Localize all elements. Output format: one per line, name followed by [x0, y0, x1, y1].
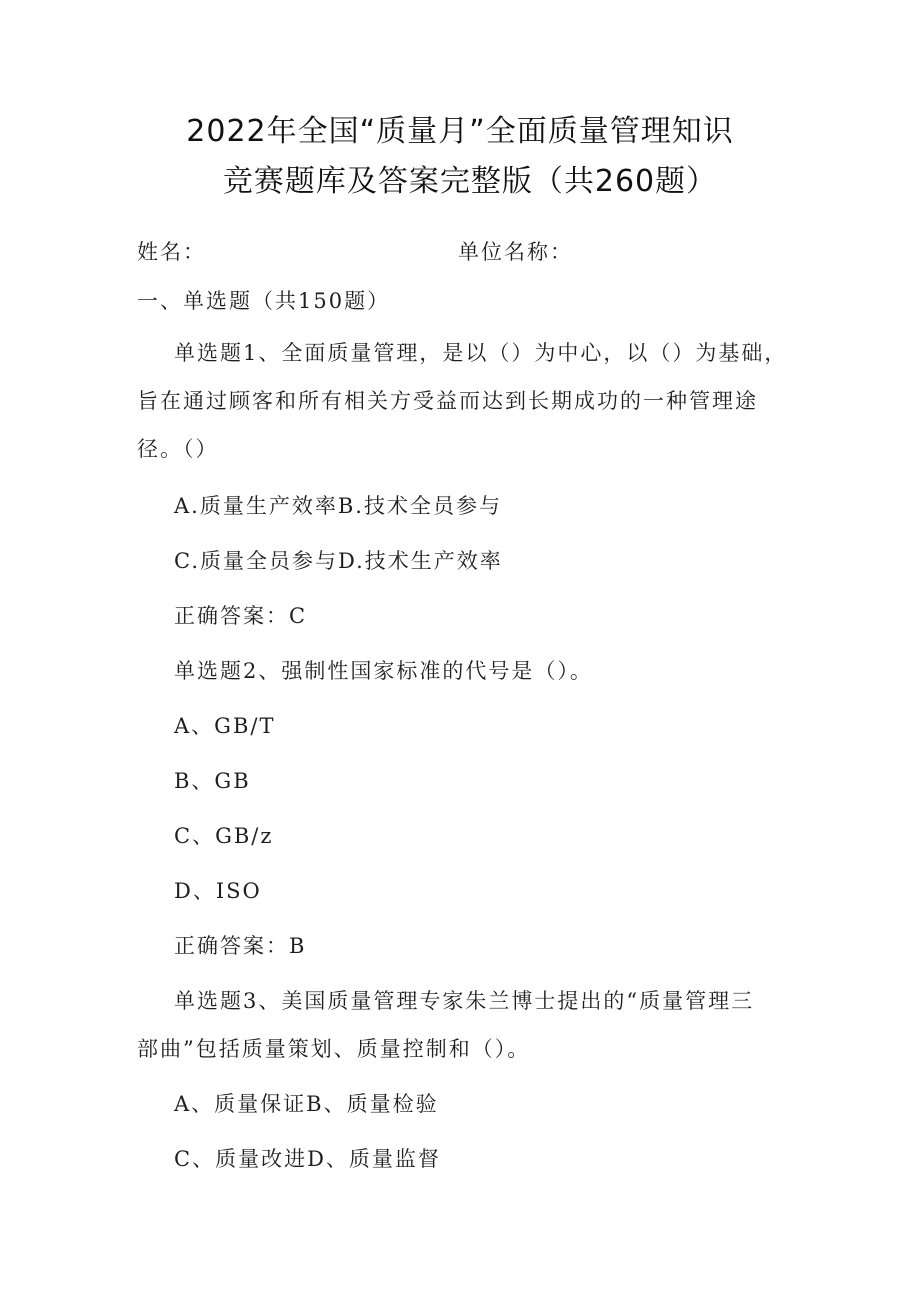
name-label: 姓名： [137, 240, 206, 264]
question-1-options-line-2: C.质量全员参与D.技术生产效率 [174, 549, 503, 573]
question-3-options-line-2: C、质量改进D、质量监督 [174, 1147, 441, 1171]
question-2-option-d: D、ISO [174, 879, 262, 903]
question-1-options-line-1: A.质量生产效率B.技术全员参与 [174, 494, 502, 518]
question-2-stem: 单选题2、强制性国家标准的代号是（）。 [174, 659, 593, 683]
question-1-stem-line-2: 旨在通过顾客和所有相关方受益而达到长期成功的一种管理途 [137, 389, 758, 413]
question-1-stem-line-3: 径。（） [137, 437, 219, 461]
section-heading: 一、单选题（共150题） [137, 289, 391, 313]
question-2-answer: 正确答案：B [174, 934, 307, 958]
question-2-option-c: C、GB/z [174, 824, 274, 848]
document-title-line-1: 2022年全国“质量月”全面质量管理知识 [186, 114, 734, 149]
question-1-answer: 正确答案：C [174, 604, 308, 628]
unit-name-label: 单位名称： [458, 240, 573, 264]
question-3-stem-line-2: 部曲”包括质量策划、质量控制和（）。 [137, 1037, 531, 1061]
question-2-option-b: B、GB [174, 769, 251, 793]
question-2-option-a: A、GB/T [174, 714, 276, 738]
question-3-stem-line-1: 单选题3、美国质量管理专家朱兰博士提出的“质量管理三 [174, 989, 755, 1013]
question-3-options-line-1: A、质量保证B、质量检验 [174, 1092, 439, 1116]
question-1-stem-line-1: 单选题1、全面质量管理，是以（）为中心，以（）为基础， [174, 341, 788, 365]
document-title-line-2: 竞赛题库及答案完整版（共260题） [222, 164, 718, 199]
